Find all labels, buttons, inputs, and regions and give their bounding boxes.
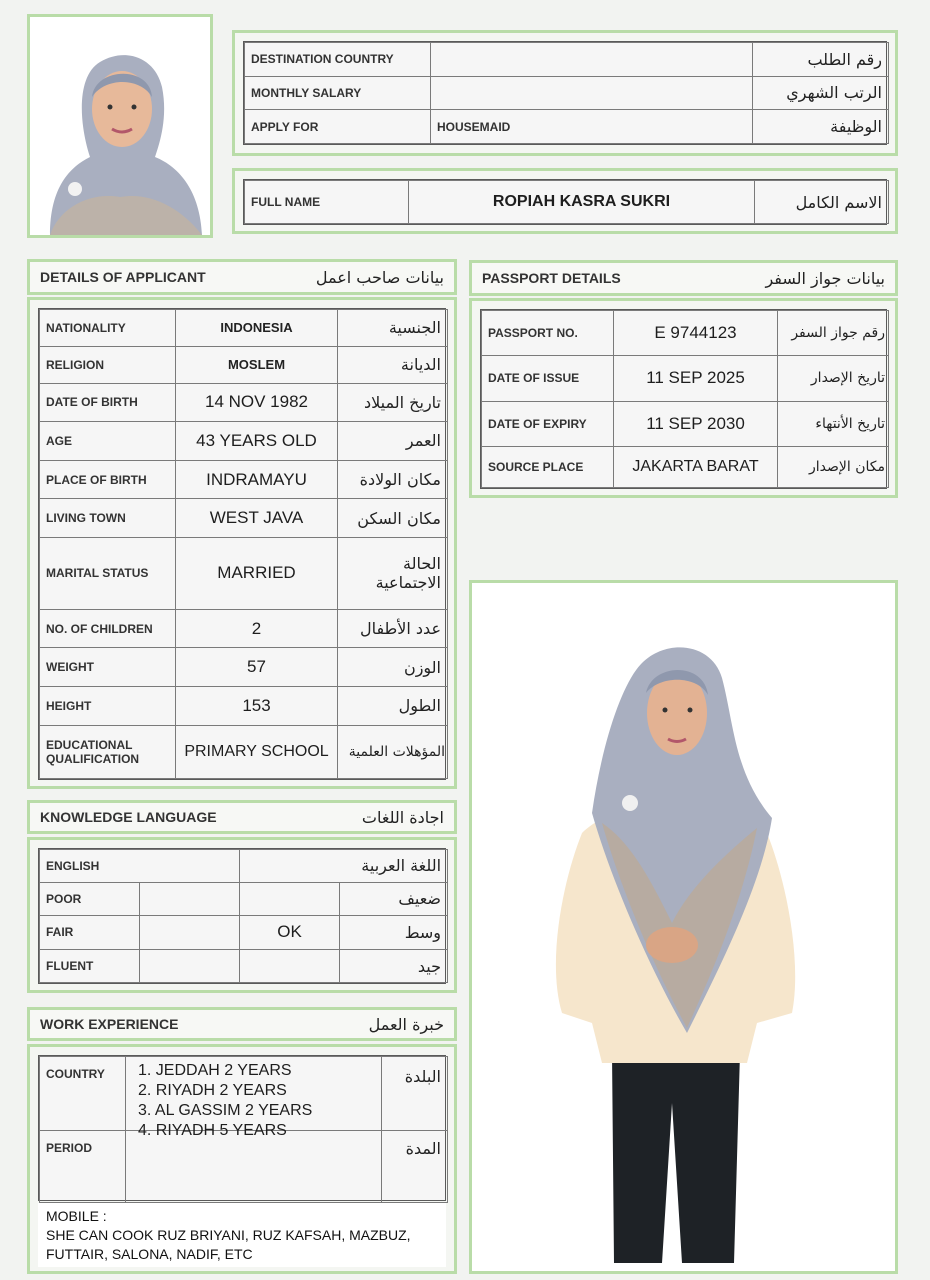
nationality-value: INDONESIA — [176, 310, 338, 347]
poor-arabic-value — [240, 882, 340, 915]
work-title-arabic: خبرة العمل — [368, 1014, 444, 1034]
table-row — [482, 356, 889, 401]
place-of-birth-label: PLACE OF BIRTH — [40, 460, 176, 499]
source-place-label: SOURCE PLACE — [482, 446, 614, 487]
language-table — [39, 849, 448, 983]
destination-country-value — [431, 43, 753, 77]
fluent-arabic-label: جيد — [340, 950, 448, 983]
full-body-photo — [472, 583, 895, 1271]
living-town-label: LIVING TOWN — [40, 499, 176, 538]
full-name-arabic: الاسم الكامل — [755, 181, 889, 224]
table-row — [40, 915, 448, 949]
marital-status-label: MARITAL STATUS — [40, 538, 176, 610]
passport-no-arabic: رقم جواز السفر — [778, 311, 889, 356]
applicant-table — [39, 309, 448, 779]
list-item: 1. JEDDAH 2 YEARS — [138, 1062, 292, 1079]
place-of-birth-value: INDRAMAYU — [176, 460, 338, 499]
list-item: 3. AL GASSIM 2 YEARS — [138, 1102, 313, 1119]
date-of-expiry-arabic: تاريخ الأنتهاء — [778, 401, 889, 446]
date-of-expiry-value: 11 SEP 2030 — [614, 401, 778, 446]
passport-no-value: E 9744123 — [614, 311, 778, 356]
fair-arabic-label: وسط — [340, 915, 448, 949]
work-table — [39, 1056, 448, 1203]
language-title-arabic: اجادة اللغات — [361, 807, 444, 827]
age-value: 43 YEARS OLD — [176, 422, 338, 461]
country-label: COUNTRY — [40, 1057, 126, 1131]
work-entries — [126, 1057, 382, 1139]
applicant-title-arabic: بيانات صاحب اعمل — [315, 267, 444, 287]
work-entries-list — [138, 1061, 312, 1141]
cooking-skills-note: SHE CAN COOK RUZ BRIYANI, RUZ KAFSAH, MAZBUZ, FUTTAIR, SALONA, NADIF, ETC — [46, 1227, 411, 1262]
fair-english-value — [140, 915, 240, 949]
monthly-salary-arabic: الرتب الشهري — [753, 76, 889, 110]
table-row — [245, 43, 889, 77]
poor-label: POOR — [40, 882, 140, 915]
language-header — [27, 800, 457, 834]
full-name-section — [232, 168, 898, 234]
passport-title-arabic: بيانات جواز السفر — [765, 268, 885, 288]
date-of-birth-value: 14 NOV 1982 — [176, 383, 338, 422]
table-row — [482, 311, 889, 356]
religion-value: MOSLEM — [176, 346, 338, 383]
table-row — [482, 446, 889, 487]
period-value — [126, 1131, 382, 1203]
date-of-issue-arabic: تاريخ الإصدار — [778, 356, 889, 401]
date-of-birth-arabic: تاريخ الميلاد — [338, 383, 448, 422]
poor-english-value — [140, 882, 240, 915]
job-table — [244, 42, 889, 144]
table-row — [40, 460, 448, 499]
full-name-value: ROPIAH KASRA SUKRI — [409, 181, 755, 224]
country-arabic: البلدة — [382, 1057, 448, 1131]
date-of-issue-value: 11 SEP 2025 — [614, 356, 778, 401]
fluent-english-value — [140, 950, 240, 983]
mobile-note: MOBILE : — [46, 1208, 107, 1224]
table-row — [40, 950, 448, 983]
table-row — [40, 882, 448, 915]
table-row — [40, 648, 448, 687]
education-value: PRIMARY SCHOOL — [176, 725, 338, 778]
table-row — [40, 310, 448, 347]
apply-for-arabic: الوظيفة — [753, 110, 889, 144]
table-row — [40, 1057, 448, 1131]
fluent-arabic-value — [240, 950, 340, 983]
age-arabic: العمر — [338, 422, 448, 461]
job-section — [232, 30, 898, 156]
height-arabic: الطول — [338, 686, 448, 725]
english-header: ENGLISH — [40, 850, 240, 883]
full-body-photo-frame — [469, 580, 898, 1274]
place-of-birth-arabic: مكان الولادة — [338, 460, 448, 499]
fair-arabic-value: OK — [240, 915, 340, 949]
date-of-expiry-label: DATE OF EXPIRY — [482, 401, 614, 446]
height-label: HEIGHT — [40, 686, 176, 725]
passport-table — [481, 310, 889, 488]
children-label: NO. OF CHILDREN — [40, 609, 176, 648]
monthly-salary-label: MONTHLY SALARY — [245, 76, 431, 110]
table-row — [40, 725, 448, 778]
full-name-label: FULL NAME — [245, 181, 409, 224]
apply-for-value: HOUSEMAID — [431, 110, 753, 144]
language-section — [27, 837, 457, 993]
apply-for-label: APPLY FOR — [245, 110, 431, 144]
passport-header — [469, 260, 898, 296]
language-title: KNOWLEDGE LANGUAGE — [40, 809, 217, 825]
age-label: AGE — [40, 422, 176, 461]
children-arabic: عدد الأطفال — [338, 609, 448, 648]
applicant-title: DETAILS OF APPLICANT — [40, 269, 206, 285]
passport-no-label: PASSPORT NO. — [482, 311, 614, 356]
applicant-section — [27, 297, 457, 789]
table-row — [40, 422, 448, 461]
religion-arabic: الديانة — [338, 346, 448, 383]
education-arabic: المؤهلات العلمية — [338, 725, 448, 778]
destination-country-arabic: رقم الطلب — [753, 43, 889, 77]
period-arabic: المدة — [382, 1131, 448, 1203]
portrait-photo — [30, 17, 210, 235]
table-row — [245, 110, 889, 144]
date-of-issue-label: DATE OF ISSUE — [482, 356, 614, 401]
living-town-value: WEST JAVA — [176, 499, 338, 538]
destination-country-label: DESTINATION COUNTRY — [245, 43, 431, 77]
nationality-label: NATIONALITY — [40, 310, 176, 347]
marital-status-value: MARRIED — [176, 538, 338, 610]
source-place-value: JAKARTA BARAT — [614, 446, 778, 487]
fluent-label: FLUENT — [40, 950, 140, 983]
children-value: 2 — [176, 609, 338, 648]
table-row — [40, 609, 448, 648]
living-town-arabic: مكان السكن — [338, 499, 448, 538]
poor-arabic-label: ضعيف — [340, 882, 448, 915]
table-row — [40, 686, 448, 725]
weight-value: 57 — [176, 648, 338, 687]
nationality-arabic: الجنسية — [338, 310, 448, 347]
source-place-arabic: مكان الإصدار — [778, 446, 889, 487]
table-row — [40, 850, 448, 883]
fair-label: FAIR — [40, 915, 140, 949]
work-title: WORK EXPERIENCE — [40, 1016, 179, 1032]
full-name-table — [244, 180, 889, 224]
period-label: PERIOD — [40, 1131, 126, 1203]
passport-title: PASSPORT DETAILS — [482, 270, 621, 286]
list-item: 4. RIYADH 5 YEARS — [138, 1122, 287, 1139]
monthly-salary-value — [431, 76, 753, 110]
portrait-photo-frame — [27, 14, 213, 238]
notes-box — [38, 1203, 446, 1267]
list-item: 2. RIYADH 2 YEARS — [138, 1082, 287, 1099]
table-row — [40, 538, 448, 610]
table-row — [482, 401, 889, 446]
weight-label: WEIGHT — [40, 648, 176, 687]
table-row — [245, 181, 889, 224]
table-row — [40, 1131, 448, 1203]
work-section — [27, 1044, 457, 1274]
height-value: 153 — [176, 686, 338, 725]
marital-status-arabic: الحالة الاجتماعية — [338, 538, 448, 610]
passport-section — [469, 298, 898, 498]
weight-arabic: الوزن — [338, 648, 448, 687]
table-row — [40, 499, 448, 538]
table-row — [40, 383, 448, 422]
religion-label: RELIGION — [40, 346, 176, 383]
table-row — [245, 76, 889, 110]
table-row — [40, 346, 448, 383]
work-header — [27, 1007, 457, 1041]
applicant-header — [27, 259, 457, 295]
arabic-header: اللغة العربية — [240, 850, 448, 883]
education-label: EDUCATIONAL QUALIFICATION — [40, 725, 176, 778]
date-of-birth-label: DATE OF BIRTH — [40, 383, 176, 422]
